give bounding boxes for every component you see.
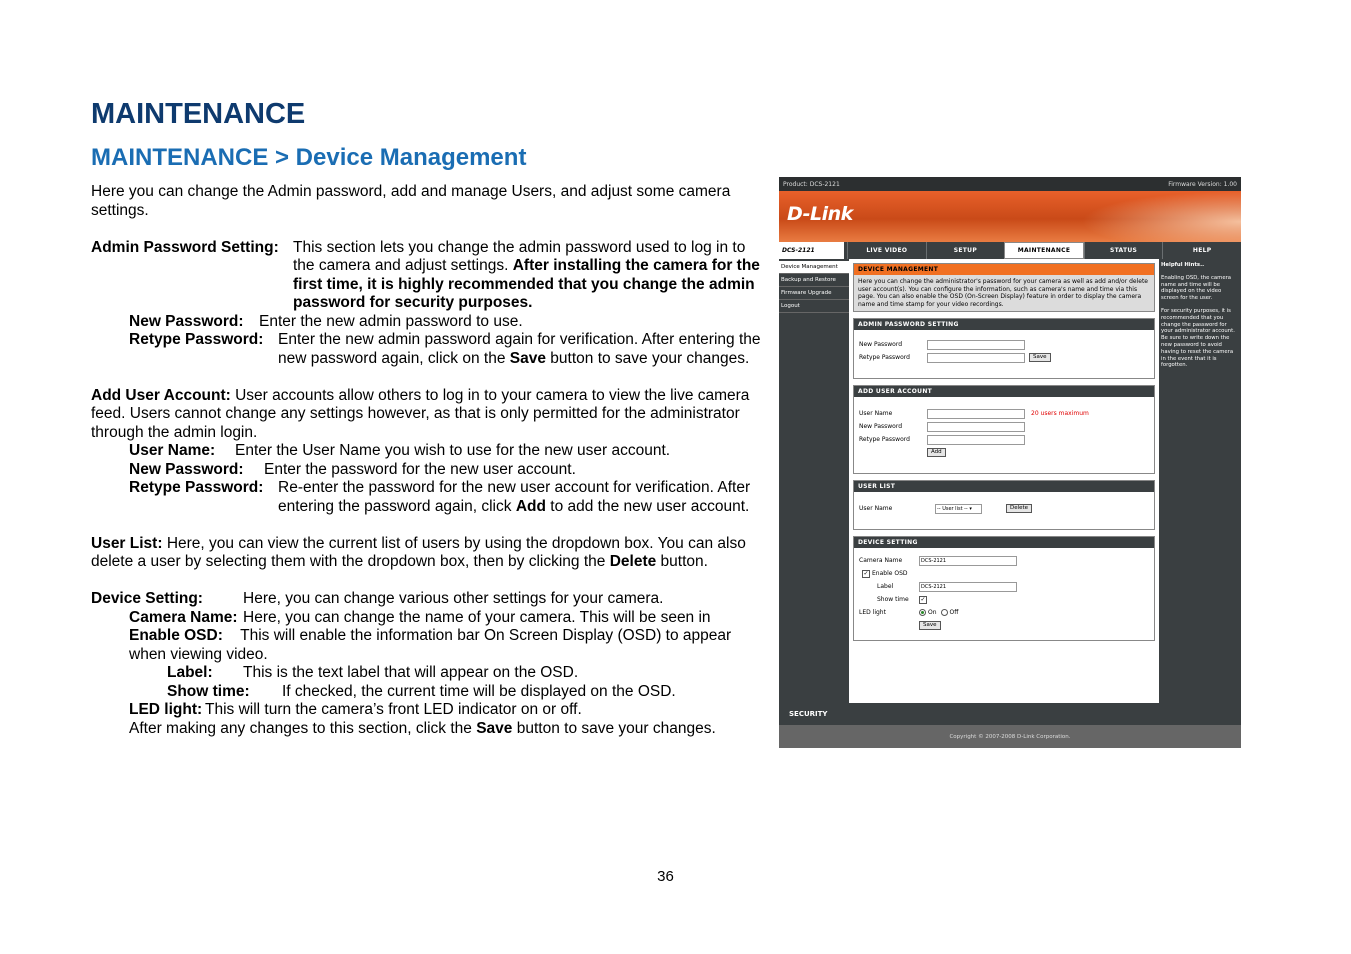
admin-text: This section lets you change the admin password used to log in to the camera and adjust settings. <box>293 238 746 274</box>
show-time-text: If checked, the current time will be displayed on the OSD. <box>282 682 676 700</box>
device-after-note <box>91 720 766 739</box>
add-user-retype-text-a: Re-enter the password for the new user account for verification. After entering the password again, click <box>278 479 751 515</box>
enable-osd-text: This will enable the information bar On Screen Display (OSD) to appear when viewing video. <box>129 627 732 663</box>
add-user-new-password <box>91 461 766 480</box>
hints-title: Helpful Hints.. <box>1161 262 1205 268</box>
helpful-hints-panel <box>1159 259 1241 703</box>
dlink-banner <box>779 191 1241 242</box>
admin-password-title: ADMIN PASSWORD SETTING <box>854 319 1154 330</box>
device-management-box <box>853 263 1155 312</box>
led-on-radio[interactable] <box>919 609 926 616</box>
user-name-label: User Name <box>859 410 893 417</box>
page-title: MAINTENANCE <box>91 98 306 130</box>
user-list-bold: Delete <box>609 553 657 570</box>
enable-osd-checkbox[interactable]: ✓ <box>863 569 869 577</box>
hints-osd: Enabling OSD, the camera name and time will be displayed on the video screen for the user. <box>1161 274 1232 302</box>
retype-password-label: Retype Password <box>859 354 910 361</box>
sidebar-item-device-management[interactable]: Device Management <box>779 261 849 274</box>
max-users-note: 20 users maximum <box>1031 410 1089 417</box>
add-retype-password-label: Retype Password <box>859 436 910 443</box>
osd-label-text: This is the text label that will appear on the OSD. <box>243 664 579 681</box>
intro-paragraph: Here you can change the Admin password, add and manage Users, and adjust some camera settings. <box>91 183 731 219</box>
tab-setup[interactable]: SETUP <box>926 242 1005 259</box>
camera-name-text: Here, you can change the name of your camera. This will be seen in <box>243 608 711 626</box>
product-bar <box>779 177 1241 191</box>
device-text: Here, you can change various other settings for your camera. <box>243 590 664 607</box>
osd-label-field[interactable]: DCS-2121 <box>919 582 1017 592</box>
led-on-label: On <box>928 609 937 616</box>
add-new-password-label: New Password <box>859 423 903 430</box>
device-setting-box <box>853 536 1155 641</box>
device-save-button[interactable]: Save <box>919 621 941 630</box>
camera-name-label-ui: Camera Name <box>859 557 903 564</box>
product-label: Product: DCS-2121 <box>783 180 840 188</box>
device-enable-osd <box>91 627 766 664</box>
add-user-retype-label: Retype Password: <box>129 479 264 496</box>
tab-help[interactable]: HELP <box>1162 242 1241 259</box>
user-list-name-label: User Name <box>859 505 893 512</box>
tab-status[interactable]: STATUS <box>1084 242 1163 259</box>
add-new-password-field[interactable] <box>927 422 1025 432</box>
led-light-text: This will turn the camera’s front LED indicator on or off. <box>205 701 582 718</box>
enable-osd-label-ui: Enable OSD <box>872 570 908 577</box>
admin-retype-bold: Save <box>509 349 546 367</box>
add-user-name <box>91 442 766 461</box>
device-label: Device Setting: <box>91 590 203 607</box>
osd-label-ui: Label <box>877 583 894 590</box>
copyright-bar: Copyright © 2007-2008 D-Link Corporation. <box>779 725 1241 748</box>
after-bold: Save <box>476 719 513 737</box>
dlink-logo: D-Link <box>787 203 853 225</box>
user-name-field[interactable] <box>927 409 1025 419</box>
tab-live-video[interactable]: LIVE VIDEO <box>847 242 926 259</box>
add-user-button[interactable]: Add <box>927 448 946 457</box>
chevron-down-icon: ▾ <box>969 505 972 512</box>
camera-name-field[interactable]: DCS-2121 <box>919 556 1017 566</box>
model-label: DCS-2121 <box>779 242 847 259</box>
sidebar-item-backup-restore[interactable]: Backup and Restore <box>779 274 849 287</box>
device-management-title: DEVICE MANAGEMENT <box>854 264 1154 275</box>
admin-bold-note: After installing the camera for the first time, it is highly recommended that you change the admin password for security purposes. <box>293 257 760 311</box>
admin-label: Admin Password Setting: <box>91 238 279 256</box>
delete-user-button[interactable]: Delete <box>1006 504 1032 513</box>
firmware-label: Firmware Version: 1.00 <box>1168 180 1237 188</box>
admin-retype-password <box>91 331 766 368</box>
show-time-label: Show time: <box>167 682 250 700</box>
admin-password-box <box>853 318 1155 379</box>
user-list-label: User List: <box>91 534 163 552</box>
device-setting-title: DEVICE SETTING <box>854 537 1154 548</box>
new-password-label: New Password <box>859 341 903 348</box>
add-user-name-text: Enter the User Name you wish to use for the new user account. <box>235 442 671 459</box>
enable-osd-label: Enable OSD: <box>129 627 223 644</box>
admin-new-label: New Password: <box>129 312 244 330</box>
led-off-radio[interactable] <box>941 609 948 616</box>
add-user-new-label: New Password: <box>129 460 244 478</box>
top-navigation <box>779 242 1241 259</box>
add-user-paragraph <box>91 387 766 443</box>
add-user-text: User accounts allow others to log in to your camera to view the live camera feed. Users cannot change any settings however, as that is only permitted for the administrator through the admin login. <box>91 386 750 441</box>
add-retype-password-field[interactable] <box>927 435 1025 445</box>
led-light-label-ui: LED light <box>859 609 886 616</box>
add-user-new-text: Enter the password for the new user account. <box>264 460 576 478</box>
hints-security: For security purposes, it is recommended that you change the password for your administrator account. Be sure to write down the new password to avoid having to reset the camera in the event that it is forgotten. <box>1161 307 1235 369</box>
page-number: 36 <box>657 868 674 885</box>
add-user-box <box>853 385 1155 474</box>
device-show-time <box>91 683 766 702</box>
user-list-box <box>853 480 1155 530</box>
led-off-label: Off <box>949 609 959 616</box>
tab-maintenance[interactable]: MAINTENANCE <box>1004 242 1084 259</box>
admin-password-setting <box>91 239 766 313</box>
device-management-screenshot <box>779 177 1241 740</box>
after-text-b: button to save your changes. <box>516 719 716 737</box>
device-setting <box>91 590 766 609</box>
main-area <box>779 259 1241 703</box>
user-list-paragraph <box>91 535 766 572</box>
document-body <box>91 183 766 738</box>
user-list-select-value: -- User list -- <box>937 505 968 512</box>
admin-save-button[interactable]: Save <box>1029 353 1051 362</box>
user-list-title: USER LIST <box>854 481 1154 492</box>
new-password-field[interactable] <box>927 340 1025 350</box>
add-user-title: ADD USER ACCOUNT <box>854 386 1154 397</box>
security-bar: SECURITY <box>779 703 1241 725</box>
admin-retype-text-a: Enter the new admin password again for verification. After entering the new password again, click on the <box>278 331 761 367</box>
device-camera-name <box>91 609 766 628</box>
led-light-label: LED light: <box>129 701 203 718</box>
add-user-retype-bold: Add <box>515 497 546 515</box>
add-user-label: Add User Account: <box>91 386 231 404</box>
sidebar-item-firmware-upgrade[interactable]: Firmware Upgrade <box>779 287 849 300</box>
add-user-retype-text-b: to add the new user account. <box>550 497 750 515</box>
show-time-checkbox[interactable]: ✓ <box>920 595 926 603</box>
after-text-a: After making any changes to this section, click the <box>129 719 472 737</box>
camera-name-label: Camera Name: <box>129 608 238 626</box>
admin-retype-label: Retype Password: <box>129 331 264 348</box>
sidebar-item-logout[interactable]: Logout <box>779 300 849 313</box>
admin-new-password <box>91 313 766 332</box>
show-time-label-ui: Show time <box>877 596 909 603</box>
device-management-description: Here you can change the administrator's password for your camera as well as add and/or delete user account(s). You can configure the information, such as camera's name and time via this page. You can also enable the OSD (On-Screen Display) feature in order to display the camera name and time stamp for your video recordings. <box>854 275 1154 311</box>
user-list-text-a: Here, you can view the current list of users by using the dropdown box. You can also delete a user by selecting them with the dropdown box, then by clicking the <box>91 534 746 570</box>
section-title: MAINTENANCE > Device Management <box>91 144 527 171</box>
add-user-name-label: User Name: <box>129 442 216 459</box>
osd-label-label: Label: <box>167 664 213 681</box>
admin-new-text: Enter the new admin password to use. <box>259 312 523 330</box>
user-list-select[interactable] <box>935 504 982 514</box>
left-sidebar <box>779 259 849 703</box>
banner-swoosh <box>1081 191 1241 242</box>
content-panel <box>849 259 1159 703</box>
admin-retype-text-b: button to save your changes. <box>550 349 750 367</box>
device-osd-label <box>91 664 766 683</box>
device-led-light <box>91 701 766 720</box>
user-list-text-b: button. <box>660 553 708 570</box>
add-user-retype-password <box>91 479 766 516</box>
retype-password-field[interactable] <box>927 353 1025 363</box>
